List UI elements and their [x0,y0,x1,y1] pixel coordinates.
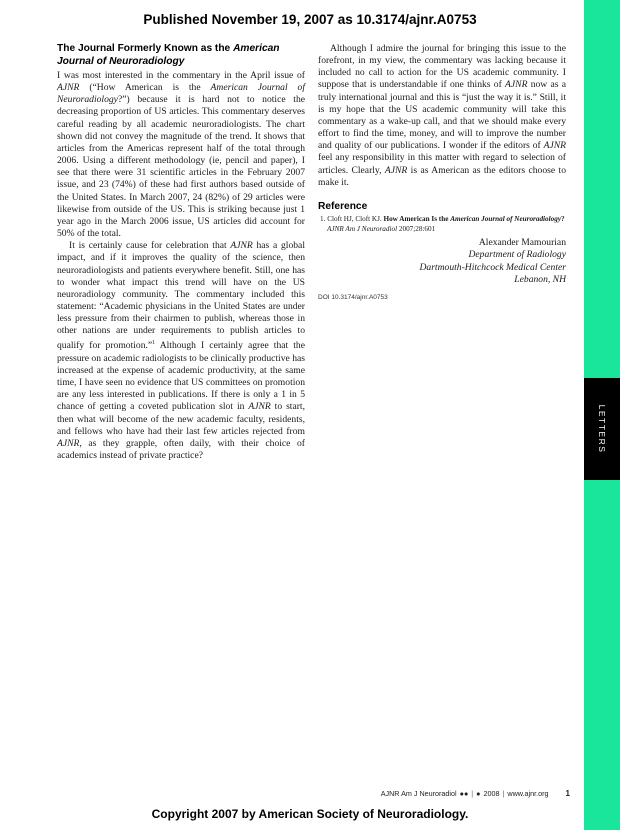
paragraph-2: It is certainly cause for celebration that AJNR has a global impact, and if it improves the quality of the science, then neuroradiologists and patients everywhere benefit. Still, one has to wonder what impact this trend will have on the US neuroradiology community. The commentary included this statement: “Academic physicians in the United States are under less pressure from their chairmen to publish, whereas those in other nations are under requirements to publish articles to qualify for promotion.”$^1$ Although I certainly agree that the pressure on academic radiologists to be clinically productive has increased at the expense of academic productivity, at the same time, I have seen no evidence that US committees on promotion are any less interested in publications. If there is only a 1 in 5 chance of getting a coveted publication slot in AJNR to start, then what will become of the new academic faculty, residents, and fellows who have had their last few articles rejected from AJNR, as they grapple, often daily, with their choice of academics instead of private practice? [57,240,305,462]
author-name: Alexander Mamourian [478,237,566,249]
author-institution: Dartmouth-Hitchcock Medical Center [419,261,566,273]
footer-url-link[interactable]: www.ajnr.org [507,789,549,798]
footer-year: 2008 [483,789,500,798]
reference-item: 1. Cloft HJ, Cloft KJ. How American Is the American Journal of Neuroradiology? AJNR Am J Neuroradiol 2007;28:601 [320,215,565,233]
section-tab-label: LETTERS [597,404,607,454]
page-footer [318,789,570,798]
page-number: 1 [565,789,570,798]
footer-volume-dots: ●● [459,789,469,798]
footer-separator: | [502,789,505,798]
footer-separator: | [471,789,474,798]
paragraph-3: Although I admire the journal for bringing this issue to the forefront, in my view, the commentary was lacking because it included no call to action for the US academic community. I suppose that is understandable if one thinks of AJNR now as a truly international journal and this is “just the way it is.” Still, it is my hope that the US academic community will take this commentary as a wake-up call, and that we should make every effort to find the time, money, and will to improve the number and quality of our publications. I wonder if the editors of AJNR feel any responsibility in this matter with regard to selection of articles. Clearly, AJNR is as American as the editors choose to make it. [318,43,566,188]
left-column [57,43,305,462]
copyright-notice: Copyright 2007 by American Society of Neuroradiology. [151,807,469,821]
doi-label: DOI 10.3174/ajnr.A0753 [318,294,388,302]
footer-journal: AJNR Am J Neuroradiol [380,789,457,798]
citation-marker: 1 [152,340,156,347]
right-column [318,43,566,304]
footer-issue-dot: ● [476,789,481,798]
author-location: Lebanon, NH [514,273,566,285]
author-signature [318,237,566,286]
paragraph-1: I was most interested in the commentary in the April issue of AJNR (“How American is the American Journal of Neuroradiology?”) because it is hard not to notice the decreasing proportion of US articles. This commentary deserves careful reading by all academic neuroradiologists. The chart shown did not convey the magnitude of the trend. It shows that articles from the Americas represent half of the total through 2006. Using a different methodology (ie, pencil and paper), I see that there were 31 scientific articles in the February 2007 issue, and 23 (74%) of these had first authors based outside of the United States. In March 2007, 24 (82%) of 29 articles were likewise from outside of the US. This is striking because just 1 year ago in the March 2006 issue, US articles did account for 50% of the total. [57,70,306,240]
section-tab [584,378,620,480]
reference-heading: Reference [318,200,368,212]
author-department: Department of Radiology [468,249,566,261]
published-banner: Published November 19, 2007 as 10.3174/ajnr.A0753 [143,12,477,27]
letter-title: The Journal Formerly Known as the American Journal of Neuroradiology [57,43,280,67]
